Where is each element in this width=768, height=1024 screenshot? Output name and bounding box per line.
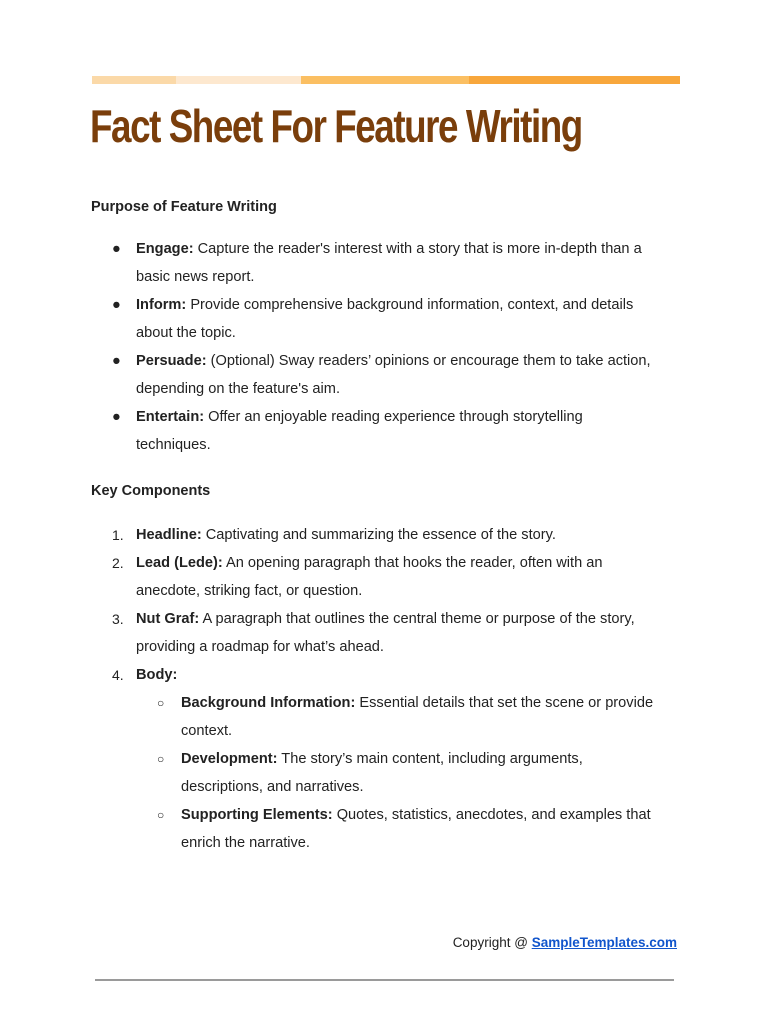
components-list: [112, 521, 681, 857]
item-text-continued: enrich the narrative.: [181, 835, 310, 851]
item-term: Background Information:: [181, 695, 356, 711]
item-term: Inform:: [136, 297, 187, 313]
list-item: [112, 235, 681, 291]
item-term: Headline:: [136, 527, 202, 543]
color-bar-segment: [92, 76, 176, 84]
item-number: 2.: [112, 555, 124, 571]
circle-bullet-icon: ○: [157, 696, 165, 710]
circle-bullet-icon: ○: [157, 808, 165, 822]
item-term: Persuade:: [136, 353, 207, 369]
bullet-icon: ●: [112, 353, 121, 369]
item-text-continued: descriptions, and narratives.: [181, 779, 364, 795]
item-term: Entertain:: [136, 409, 205, 425]
item-text-continued: providing a roadmap for what’s ahead.: [136, 639, 384, 655]
section-heading-components: Key Components: [91, 483, 211, 499]
item-number: 3.: [112, 611, 124, 627]
footer-divider: [95, 979, 674, 981]
item-term: Supporting Elements:: [181, 807, 333, 823]
copyright-text: Copyright @: [452, 935, 528, 950]
item-term: Development:: [181, 751, 278, 767]
sublist-item: [157, 745, 681, 801]
bullet-icon: ●: [112, 241, 121, 257]
item-text: (Optional) Sway readers’ opinions or encourage them to take action,: [210, 353, 651, 369]
copyright-notice: [453, 935, 677, 950]
item-text: Quotes, statistics, anecdotes, and examples that: [336, 807, 651, 823]
item-number: 1.: [112, 527, 124, 543]
bullet-icon: ●: [112, 409, 121, 425]
item-text: Provide comprehensive background information, context, and details: [190, 297, 634, 313]
bullet-icon: ●: [112, 297, 121, 313]
item-term: Engage:: [136, 241, 194, 257]
section-heading-purpose: Purpose of Feature Writing: [91, 199, 277, 215]
item-text: Essential details that set the scene or provide: [359, 695, 654, 711]
circle-bullet-icon: ○: [157, 752, 165, 766]
list-item: [112, 549, 681, 605]
page-title: Fact Sheet For Feature Writing: [90, 100, 582, 152]
list-item: [112, 403, 681, 459]
item-text: Capture the reader's interest with a story that is more in-depth than a: [197, 241, 642, 257]
color-bar-segment: [176, 76, 301, 84]
item-text-continued: depending on the feature's aim.: [136, 381, 340, 397]
sampletemplates-link[interactable]: SampleTemplates.com: [531, 935, 677, 950]
item-number: 4.: [112, 667, 124, 683]
sublist-item: [157, 801, 681, 857]
list-item: [112, 605, 681, 661]
item-term: Nut Graf:: [136, 611, 200, 627]
item-term: Body:: [136, 667, 178, 683]
item-text-continued: basic news report.: [136, 269, 255, 285]
color-bar-segment: [469, 76, 680, 84]
item-text: A paragraph that outlines the central theme or purpose of the story,: [202, 611, 635, 627]
item-text-continued: about the topic.: [136, 325, 236, 341]
header-color-bar: [92, 76, 680, 84]
item-text: An opening paragraph that hooks the reader, often with an: [226, 555, 603, 571]
item-text: Captivating and summarizing the essence of the story.: [205, 527, 556, 543]
list-item: [112, 661, 681, 857]
body-sublist: [136, 689, 681, 857]
list-item: [112, 347, 681, 403]
item-term: Lead (Lede):: [136, 555, 223, 571]
item-text-continued: techniques.: [136, 437, 211, 453]
item-text: Offer an enjoyable reading experience through storytelling: [208, 409, 583, 425]
list-item: [112, 291, 681, 347]
list-item: [112, 521, 681, 549]
item-text: The story’s main content, including arguments,: [281, 751, 583, 767]
sublist-item: [157, 689, 681, 745]
item-text-continued: anecdote, striking fact, or question.: [136, 583, 363, 599]
item-text-continued: context.: [181, 723, 233, 739]
purpose-list: [112, 235, 681, 459]
color-bar-segment: [301, 76, 469, 84]
